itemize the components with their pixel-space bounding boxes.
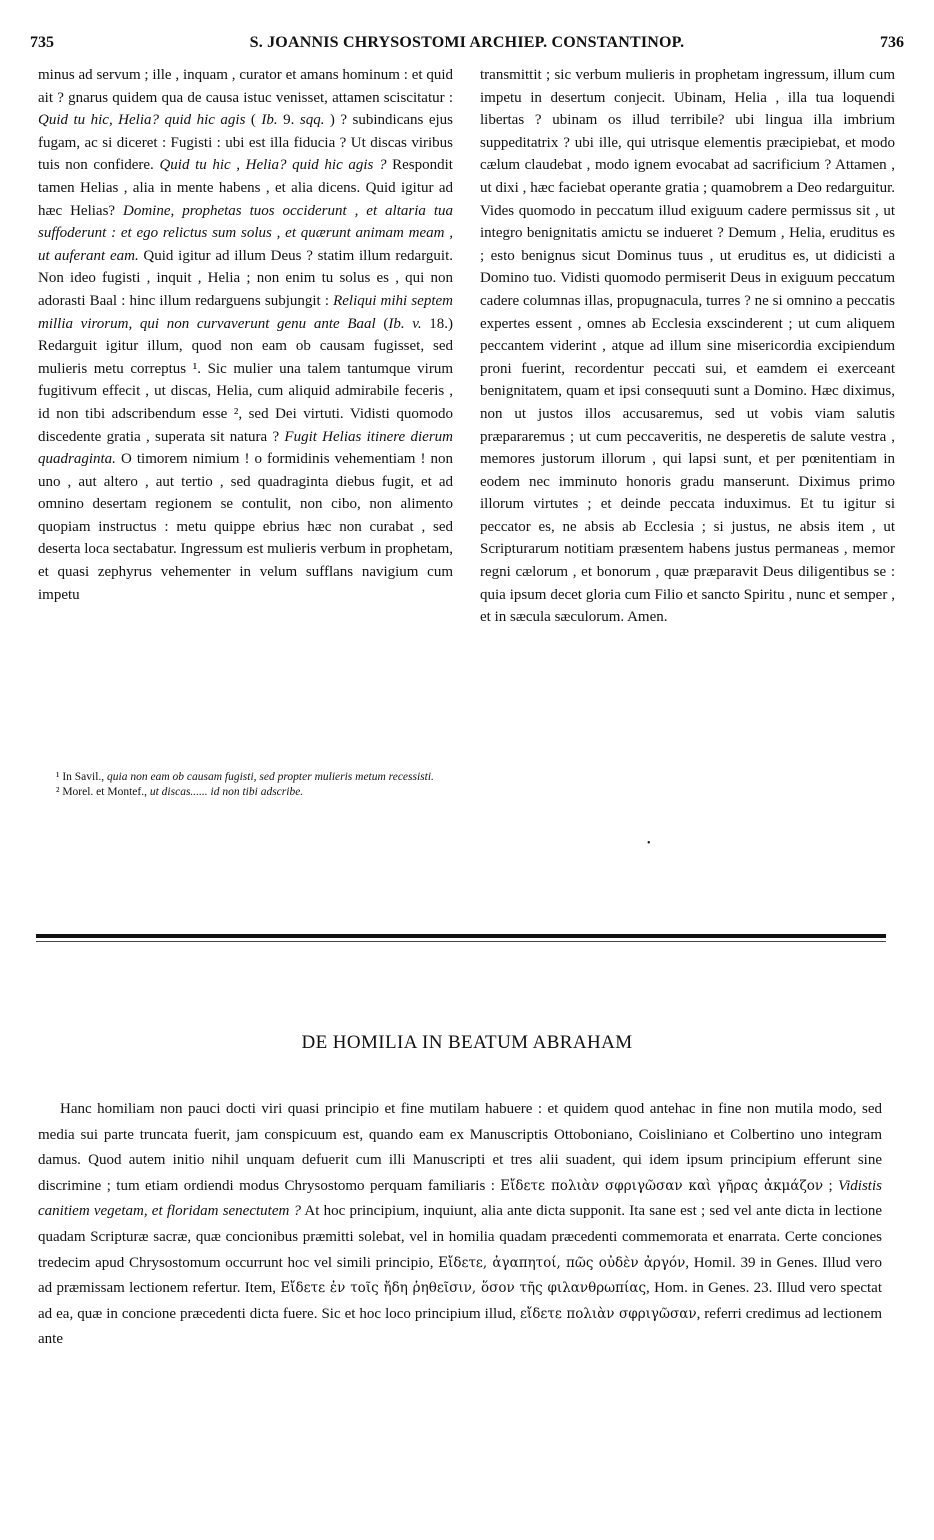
- citation: Ib.: [261, 112, 278, 129]
- right-page-number: 736: [880, 34, 904, 51]
- text-run: , Homil. 39 in Genes. Illud vero ad præmissam lectionem refertur. Item,: [38, 1254, 882, 1297]
- greek-quote: Εἴδετε, ἀγαπητοί, πῶς οὐδὲν ἀργόν: [438, 1254, 686, 1271]
- running-title: S. JOANNIS CHRYSOSTOMI ARCHIEP. CONSTANTINOP.: [249, 34, 685, 51]
- running-head: [30, 34, 904, 56]
- section-divider: [36, 930, 886, 946]
- divider-thick-rule: [36, 934, 886, 938]
- footnote-lead: ² Morel. et Montef.,: [56, 786, 150, 798]
- text-run: At hoc principium, inquiunt, alia ante dicta supponit. Ita sane est ; sed vel ante dicta in lectione quadam Scripturæ sacræ, quæ concionibus præmitti solebat, vel in homilia quadam præcedenti commemorata et enarrata. Certe conciones tredecim apud Chrysostomum occurrunt hoc vel simili principio,: [38, 1203, 883, 1271]
- footnote-lead: ¹ In Savil.,: [56, 771, 108, 783]
- scripture-quote: Fugit Helias itinere dierum quadraginta.: [38, 428, 453, 468]
- footnote-1: [38, 770, 453, 785]
- left-column: [38, 64, 453, 606]
- text-run: Hanc homiliam non pauci docti viri quasi principio et fine mutilam habuere : et quidem quod antehac in fine non mutila modo, sed media sui parte truncata fuerit, jam conspicuum est, quando eam ex Manuscriptis Ottoboniano, Coisliniano et Colbertino uno integram damus. Quod autem initio nihil unquam defuerit cum illi Manuscripti et tres alii suadent, qui idem ipsum principium efferunt sine discrimine ; tum etiam ordiendi modus Chrysostomo perquam familiaris :: [38, 1101, 882, 1194]
- text-run: Respondit tamen Helias , alia in mente habens , et alia dicens. Quid igitur ad hæc Helias?: [38, 157, 453, 219]
- left-column-paragraph: [38, 64, 453, 606]
- citation: sqq.: [299, 112, 325, 129]
- greek-quote: εἴδετε πολιὰν σφριγῶσαν: [519, 1305, 697, 1322]
- text-run: (: [375, 315, 389, 332]
- stray-dot: •: [647, 838, 651, 849]
- scripture-quote: Quid tu hic , Helia? quid hic agis ?: [159, 157, 387, 174]
- latin-quote: Vidistis canitiem vegetam, et floridam senectutem ?: [38, 1177, 882, 1220]
- scripture-quote: Reliqui mihi septem millia virorum, qui non curvaverunt genu ante Baal: [38, 292, 453, 332]
- text-run: 9.: [277, 112, 300, 129]
- footnote-text: quia non eam ob causam fugisti, sed propter mulieris metum recessisti.: [107, 771, 434, 783]
- right-column: [480, 64, 895, 629]
- intro-paragraph: [38, 1097, 882, 1353]
- text-run: , referri credimus ad lectionem ante: [38, 1305, 883, 1348]
- left-page-number: 735: [30, 34, 54, 51]
- intro-text: [38, 1097, 882, 1353]
- footnotes: [38, 770, 453, 800]
- text-run: 18.) Redarguit igitur illum, quod non eam ob causam fugisset, sed mulieris metu correptus ¹. Sic mulier una talem tantumque virum fugitivum effecit , ut discas, Helia, cum aliquid admirabile feceris , id non tibi adscribendum esse ², sed Dei virtuti. Vidisti quomodo discedente gratia , superata sit natura ?: [38, 315, 453, 445]
- text-run: ) ? subindicans ejus fugam, ac si diceret : Fugisti : ubi est illa fiducia ? Ut discas viribus tuis non confidere.: [38, 112, 454, 174]
- text-run: minus ad servum ; ille , inquam , curator et amans hominum : et quid ait ? gnarus quidem qua de causa istuc venisset, attamen sciscitatur :: [38, 67, 453, 106]
- footnote-text: ut discas...... id non tibi adscribe.: [149, 786, 304, 798]
- divider-thin-rule: [36, 941, 886, 942]
- scripture-quote: Domine, prophetas tuos occiderunt , et altaria tua suffoderunt : et ego relictus sum solus , et quærunt animam meam , ut auferant eam.: [38, 202, 453, 264]
- text-run: O timorem nimium ! o formidinis vehementiam ! non uno , aut altero , aut tertio , sed quadraginta diebus fugit, et ad omnino desertam regionem se contulit, non cibo, non alimento quopiam instructus : metu quippe ebrius hæc non curabat , sed deserta loca sectabatur. Ingressum est mulieris verbum in prophetam, et quasi zephyrus vehementer in velum sufflans navigium cum impetu: [38, 451, 453, 603]
- text-run: , Hom. in Genes. 23. Illud vero spectat ad ea, quæ in concione præcedenti dicta fuere. Sic et hoc loco principium illud,: [38, 1280, 882, 1322]
- text-run: (: [245, 112, 262, 129]
- scripture-quote: Quid tu hic, Helia? quid hic agis: [38, 112, 246, 129]
- right-column-paragraph: transmittit ; sic verbum mulieris in prophetam ingressum, illum cum impetu in desertum conjecit. Ubinam, Helia , illa tua loquendi libertas ? ubinam os illud terribile? ubi lingua illa imbrium suppeditatrix ? ubi ille, qui utrisque elementis præcipiebat, et modo cælum claudebat , modo ignem evocabat ad sacrificium ? Attamen , ut dixi , hæc faciebat operante gratia ; quamobrem a Deo redarguitur. Vides quomodo in peccatum illud exiguum cadere permissus sit , ut integro benignitatis amictu se indueret ? Demum , Helia, eruditus es ; esto benignus sicut Dominus tuus , ut eruditus es, ut didicisti a Domino tuo. Vidisti quomodo permiserit Deus in exiguum peccatum cadere columnas illas, propugnacula, turres ? ne si omnino a peccatis expertes essent , omnes ab Ecclesia exscinderent ; ut cum aliquem peccantem viderint , atque ad illum sine misericordia excipiendum proni fuerint, recordentur peccati sui, et eamdem ei exerceant benignitatem, quam et ipsi consequuti sunt a Domino. Hæc diximus, non ut justos illos accusaremus, sed ut vobis viam salutis præpararemus ; ut cum peccaveritis, ne desperetis de salute vestra , memores justorum illorum , qui lapsi sunt, et per pœnitentiam in eodem nec imminuto honoris gradu manserunt. Diximus primo illorum virtutes ; et deinde peccata induximus. Et tu igitur si peccator es, ne absis ab Ecclesia ; si justus, ne absis item , ut Scripturarum notitiam præsentem habens justus permaneas , memor regni cælorum , et bonorum , quæ præparavit Deus diligentibus se : quia ipsum decet gloria cum Filio et sancto Spiritu , nunc et semper , et in sæcula sæculorum. Amen.: [480, 67, 895, 626]
- text-run: ;: [823, 1177, 839, 1194]
- citation: Ib. v.: [388, 315, 422, 332]
- footnote-2: [38, 785, 453, 800]
- greek-quote: Εἴδετε πολιὰν σφριγῶσαν καὶ γῆρας ἀκμάζον: [500, 1177, 824, 1194]
- section-title: DE HOMILIA IN BEATUM ABRAHAM: [301, 1032, 633, 1053]
- text-run: Quid igitur ad illum Deus ? statim illum redarguit. Non ideo fugisti , inquit , Helia ; non enim tu solus es , qui non adorasti Baal : hinc illum redarguens subjungit :: [38, 247, 454, 309]
- greek-quote: Εἴδετε ἐν τοῖς ἤδη ῥηθεῖσιν, ὅσον τῆς φιλανθρωπίας: [280, 1280, 647, 1297]
